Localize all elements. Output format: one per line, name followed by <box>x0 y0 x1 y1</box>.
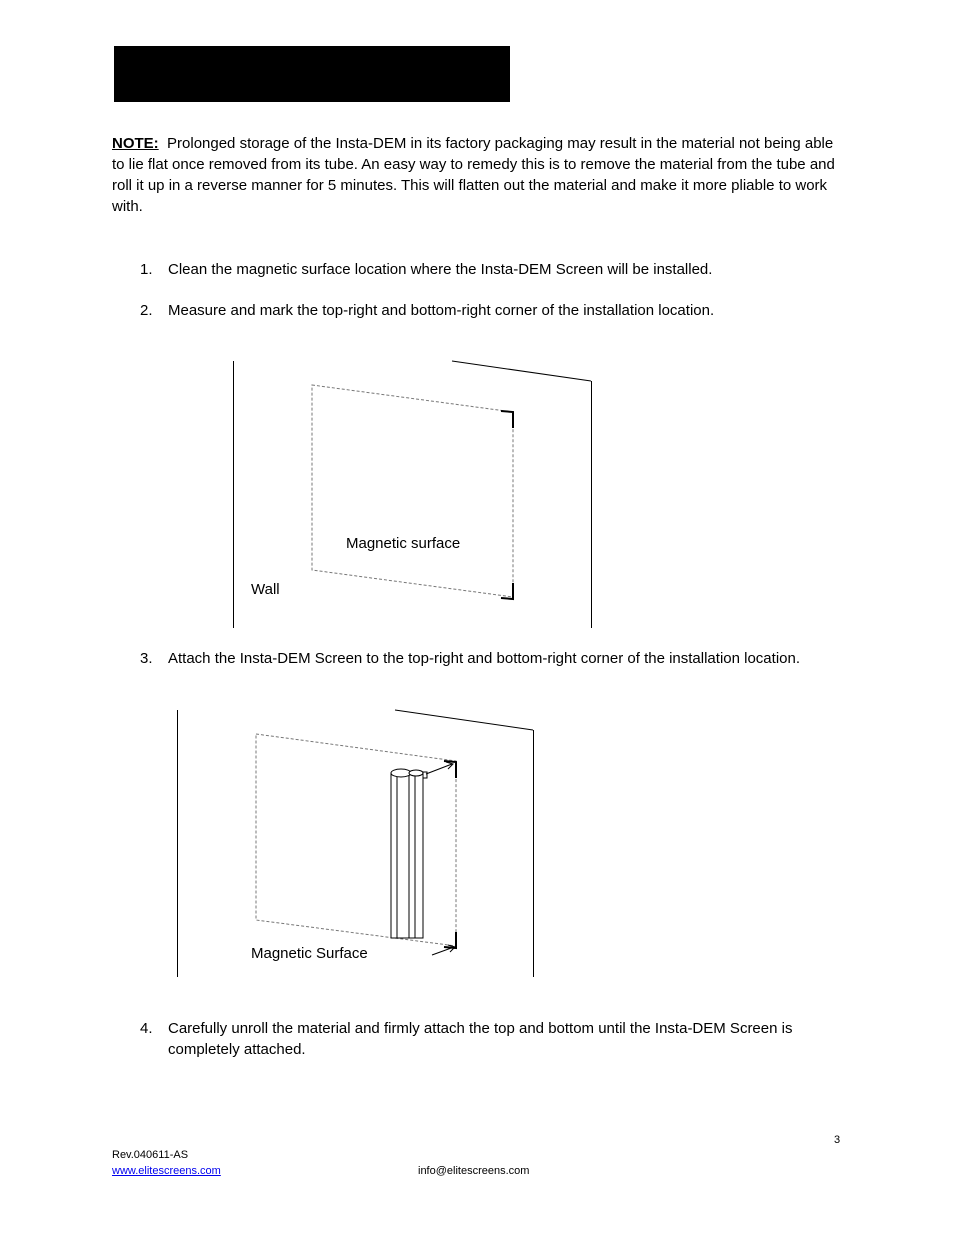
step-number: 1. <box>140 261 153 278</box>
wall-label: Wall <box>251 581 280 598</box>
step-number: 3. <box>140 650 153 667</box>
step-number: 4. <box>140 1020 153 1037</box>
magnetic-surface-outline <box>256 734 456 946</box>
wall-top-edge <box>395 710 533 730</box>
magnetic-surface-label: Magnetic surface <box>346 535 461 552</box>
website-link[interactable]: www.elitescreens.com <box>112 1165 221 1177</box>
step-text: Measure and mark the top-right and bottom-right corner of the installation location. <box>168 302 715 319</box>
step-text: Carefully unroll the material and firmly attach the top and bottom until the Insta-DEM Screen is completely attached. <box>168 1020 793 1058</box>
magnetic-surface-label: Magnetic Surface <box>251 945 368 962</box>
contact-email: info@elitescreens.com <box>418 1165 530 1177</box>
note-label: NOTE: <box>112 135 159 152</box>
note-text: Prolonged storage of the Insta-DEM in its factory packaging may result in the material not being able to lie flat once removed from its tube. An easy way to remedy this is to remove the material from the tube and roll it up in a reverse manner for 5 minutes. This will flatten out the material and make it more pliable to work with. <box>112 135 835 215</box>
screen-tube <box>391 769 427 938</box>
page-number: 3 <box>834 1134 841 1146</box>
step-text: Clean the magnetic surface location where the Insta-DEM Screen will be installed. <box>168 261 713 278</box>
step-text: Attach the Insta-DEM Screen to the top-right and bottom-right corner of the installation location. <box>168 650 800 667</box>
step-number: 2. <box>140 302 153 319</box>
revision-code: Rev.040611-AS <box>112 1149 189 1161</box>
